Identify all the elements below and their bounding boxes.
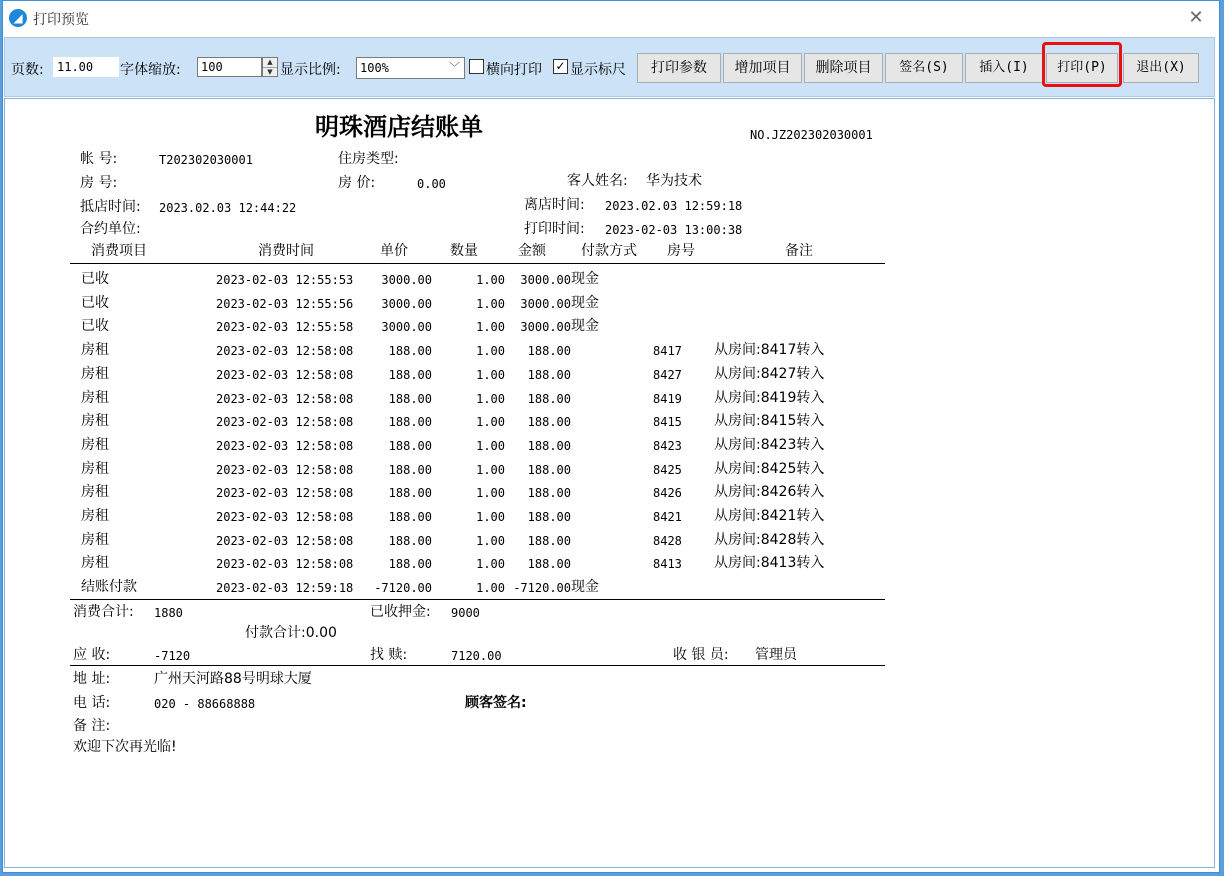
cell-time: 2023-02-03 12:58:08 [216,534,354,548]
cell-item: 房租 [81,390,109,406]
cell-time: 2023-02-03 12:55:53 [216,273,354,287]
print-time-label: 打印时间: [524,221,585,237]
cell-amount: 188.00 [527,415,571,429]
cell-remark: 从房间:8423转入 [714,437,825,453]
cell-time: 2023-02-03 12:58:08 [216,392,354,406]
print-time-value: 2023-02-03 13:00:38 [605,223,743,237]
account-value: T202302030001 [159,153,253,167]
farewell-text: 欢迎下次再光临! [73,739,177,755]
col-header: 金额 [518,243,546,259]
col-header: 房号 [667,243,695,259]
zoom-label: 显示比例: [280,62,341,78]
cell-unit-price: 188.00 [388,415,432,429]
col-header: 单价 [380,243,408,259]
cell-item: 房租 [81,555,109,571]
cell-room: 8419 [653,392,682,406]
cell-amount: 188.00 [527,534,571,548]
cell-time: 2023-02-03 12:58:08 [216,368,354,382]
phone-label: 电 话: [73,695,111,711]
cell-payment: 现金 [571,295,599,311]
cell-time: 2023-02-03 12:55:56 [216,297,354,311]
consume-total-value: 1880 [154,606,183,620]
cell-unit-price: -7120.00 [374,581,432,595]
cell-amount: 188.00 [527,486,571,500]
cell-room: 8426 [653,486,682,500]
cell-room: 8415 [653,415,682,429]
receivable-label: 应 收: [73,647,111,663]
cell-payment: 现金 [571,579,599,595]
spin-up-icon[interactable]: ▲ [267,58,273,66]
cell-unit-price: 3000.00 [381,273,432,287]
cell-remark: 从房间:8427转入 [714,366,825,382]
print-preview-window [2,0,1220,873]
pages-input[interactable]: 11.00 [53,57,119,77]
room-no-label: 房 号: [80,175,118,191]
cell-qty: 1.00 [476,581,505,595]
cell-qty: 1.00 [476,392,505,406]
cell-room: 8421 [653,510,682,524]
cell-item: 房租 [81,413,109,429]
cell-qty: 1.00 [476,273,505,287]
cell-time: 2023-02-03 12:58:08 [216,486,354,500]
col-header: 付款方式 [581,243,637,259]
cell-unit-price: 188.00 [388,463,432,477]
cell-remark: 从房间:8426转入 [714,484,825,500]
app-logo-icon: ◢ [9,9,27,27]
cell-room: 8427 [653,368,682,382]
landscape-checkbox[interactable] [469,59,484,74]
cell-item: 房租 [81,437,109,453]
consume-total-label: 消费合计: [73,604,134,620]
cell-time: 2023-02-03 12:55:58 [216,320,354,334]
cell-qty: 1.00 [476,557,505,571]
cell-amount: 188.00 [527,557,571,571]
cell-amount: 188.00 [527,344,571,358]
preview-area[interactable] [4,98,1215,868]
arrive-label: 抵店时间: [80,199,141,215]
address-label: 地 址: [73,671,111,687]
cell-payment: 现金 [571,318,599,334]
receivable-value: -7120 [154,649,191,663]
cell-room: 8413 [653,557,682,571]
cell-amount: -7120.00 [513,581,571,595]
print-params-button[interactable]: 打印参数 [637,53,721,83]
guest-value: 华为技术 [646,173,702,189]
pages-label: 页数: [11,62,44,78]
cell-remark: 从房间:8421转入 [714,508,825,524]
address-value: 广州天河路88号明球大厦 [154,671,312,687]
cell-qty: 1.00 [476,510,505,524]
cell-room: 8425 [653,463,682,477]
cell-qty: 1.00 [476,320,505,334]
signature-label: 顾客签名: [465,695,527,711]
zoom-value: 100% [360,61,389,75]
cell-time: 2023-02-03 12:58:08 [216,439,354,453]
cell-remark: 从房间:8425转入 [714,461,825,477]
cell-time: 2023-02-03 12:58:08 [216,415,354,429]
exit-button[interactable]: 退出(X) [1123,53,1199,83]
change-label: 找 赎: [370,647,408,663]
cell-amount: 3000.00 [520,320,571,334]
receipt-page [5,99,1216,869]
close-icon[interactable]: ✕ [1188,7,1204,28]
doc-number: NO.JZ202302030001 [750,128,873,142]
cell-item: 结账付款 [81,579,137,595]
font-scale-label: 字体缩放: [120,62,181,78]
change-value: 7120.00 [451,649,502,663]
cell-remark: 从房间:8413转入 [714,555,825,571]
cell-remark: 从房间:8419转入 [714,390,825,406]
cell-amount: 3000.00 [520,273,571,287]
cell-room: 8428 [653,534,682,548]
cell-remark: 从房间:8417转入 [714,342,825,358]
cell-qty: 1.00 [476,297,505,311]
table-top-rule [70,263,885,264]
title-bar [3,1,1219,35]
sign-button[interactable]: 签名(S) [885,53,963,83]
cashier-value: 管理员 [755,647,797,663]
cell-time: 2023-02-03 12:59:18 [216,581,354,595]
cell-item: 房租 [81,484,109,500]
cell-qty: 1.00 [476,463,505,477]
cell-unit-price: 188.00 [388,557,432,571]
guest-label: 客人姓名: [567,173,628,189]
ruler-checkbox[interactable]: ✓ [553,59,568,74]
cell-amount: 3000.00 [520,297,571,311]
add-item-button[interactable]: 增加项目 [723,53,802,83]
cell-room: 8423 [653,439,682,453]
cell-remark: 从房间:8415转入 [714,413,825,429]
cell-qty: 1.00 [476,534,505,548]
pay-total: 付款合计:0.00 [245,625,337,641]
cell-qty: 1.00 [476,439,505,453]
cell-item: 已收 [81,295,109,311]
col-header: 消费项目 [91,243,147,259]
cell-room: 8417 [653,344,682,358]
landscape-label[interactable]: 横向打印 [486,62,542,78]
contract-label: 合约单位: [80,221,141,237]
font-scale-input[interactable]: 100 [197,57,262,77]
col-header: 数量 [450,243,478,259]
col-header: 消费时间 [258,243,314,259]
cell-item: 房租 [81,366,109,382]
cell-unit-price: 188.00 [388,486,432,500]
depart-value: 2023.02.03 12:59:18 [605,199,743,213]
ruler-label[interactable]: 显示标尺 [570,62,626,78]
cell-unit-price: 3000.00 [381,320,432,334]
deposit-value: 9000 [451,606,480,620]
cell-amount: 188.00 [527,392,571,406]
cell-unit-price: 188.00 [388,534,432,548]
table-bottom-rule [70,599,885,600]
cell-item: 房租 [81,461,109,477]
window-title: 打印预览 [33,12,89,28]
cell-unit-price: 188.00 [388,368,432,382]
cell-time: 2023-02-03 12:58:08 [216,463,354,477]
depart-label: 离店时间: [524,197,585,213]
cell-unit-price: 3000.00 [381,297,432,311]
deposit-label: 已收押金: [370,604,431,620]
cell-unit-price: 188.00 [388,392,432,406]
cell-remark: 从房间:8428转入 [714,532,825,548]
room-price-label: 房 价: [338,175,376,191]
zoom-select[interactable] [356,57,465,79]
account-label: 帐 号: [80,151,118,167]
cell-unit-price: 188.00 [388,344,432,358]
delete-item-button[interactable]: 删除项目 [804,53,883,83]
font-scale-stepper[interactable] [262,57,278,77]
cell-qty: 1.00 [476,368,505,382]
col-header: 备注 [785,243,813,259]
cashier-label: 收 银 员: [673,647,729,663]
arrive-value: 2023.02.03 12:44:22 [159,201,297,215]
cell-amount: 188.00 [527,439,571,453]
cell-amount: 188.00 [527,510,571,524]
cell-item: 房租 [81,532,109,548]
cell-time: 2023-02-03 12:58:08 [216,510,354,524]
cell-payment: 现金 [571,271,599,287]
cell-amount: 188.00 [527,463,571,477]
cell-item: 房租 [81,342,109,358]
print-button[interactable]: 打印(P) [1046,53,1118,83]
cell-unit-price: 188.00 [388,510,432,524]
cell-qty: 1.00 [476,415,505,429]
footer-rule [70,665,885,666]
toolbar [4,37,1215,97]
cell-qty: 1.00 [476,486,505,500]
cell-item: 已收 [81,271,109,287]
cell-amount: 188.00 [527,368,571,382]
cell-unit-price: 188.00 [388,439,432,453]
chevron-down-icon: ﹀ [449,61,460,74]
room-type-label: 住房类型: [338,151,399,167]
phone-value: 020 - 88668888 [154,697,256,711]
cell-qty: 1.00 [476,344,505,358]
spin-down-icon[interactable]: ▼ [263,67,277,77]
cell-time: 2023-02-03 12:58:08 [216,344,354,358]
cell-item: 已收 [81,318,109,334]
cell-time: 2023-02-03 12:58:08 [216,557,354,571]
room-price-value: 0.00 [417,177,446,191]
insert-button[interactable]: 插入(I) [965,53,1043,83]
cell-item: 房租 [81,508,109,524]
doc-title: 明珠酒店结账单 [315,112,483,141]
remark-label: 备 注: [73,718,111,734]
